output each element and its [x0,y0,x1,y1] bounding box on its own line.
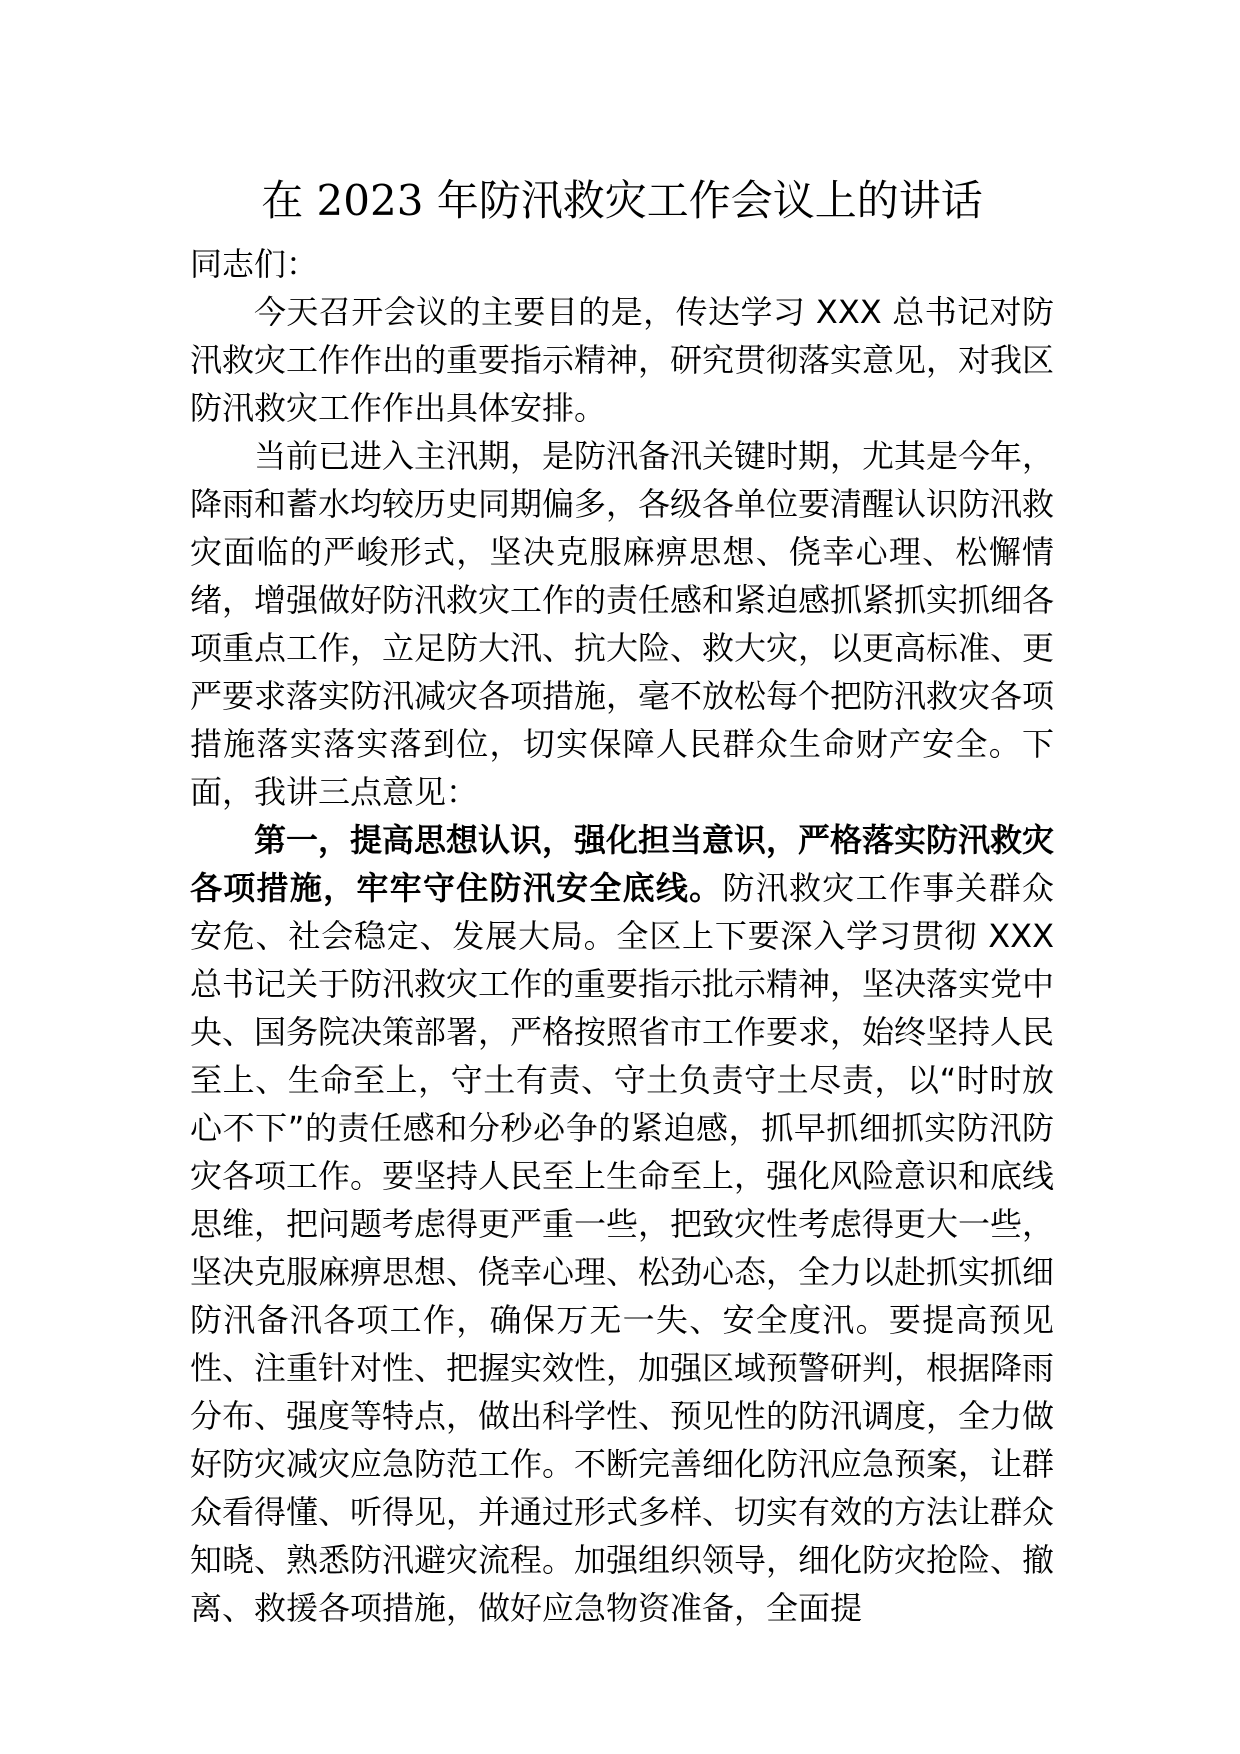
salutation: 同志们： [190,245,319,283]
paragraph-situation [190,432,1054,816]
paragraph-first-point [190,816,1054,1632]
paragraph-purpose [190,288,1054,432]
paragraph-lead-heading: 第一，提高思想认识，强化担当意识，严格落实防汛救灾各项措施，牢牢守住防汛安全底线。 [190,821,1055,907]
paragraph-text: 防汛救灾工作事关群众安危、社会稳定、发展大局。全区上下要深入学习贯彻 XXX 总书记关于防汛救灾工作的重要指示批示精神，坚决落实党中央、国务院决策部署，严格按照省市工作要求，始终坚持人民至上、生命至上，守土有责、守土负责守土尽责，以“时时放心不下”的责任感和分秒必争的紧迫感，抓早抓细抓实防汛防灾各项工作。要坚持人民至上生命至上，强化风险意识和底线思维，把问题考虑得更严重一些，把致灾性考虑得更大一些，坚决克服麻痹思想、侥幸心理、松劲心态，全力以赴抓实抓细防汛备汛各项工作，确保万无一失、安全度汛。要提高预见性、注重针对性、把握实效性，加强区域预警研判，根据降雨分布、强度等特点，做出科学性、预见性的防汛调度，全力做好防灾减灾应急防范工作。不断完善细化防汛应急预案，让群众看得懂、听得见，并通过形式多样、切实有效的方法让群众知晓、熟悉防汛避灾流程。加强组织领导，细化防灾抢险、撤离、救援各项措施，做好应急物资准备，全面提 [190,869,1055,1627]
document-title: 在 2023 年防汛救灾工作会议上的讲话 [261,176,983,225]
paragraph-text: 当前已进入主汛期，是防汛备汛关键时期，尤其是今年，降雨和蓄水均较历史同期偏多，各级各单位要清醒认识防汛救灾面临的严峻形式，坚决克服麻痹思想、侥幸心理、松懈情绪，增强做好防汛救灾工作的责任感和紧迫感抓紧抓实抓细各项重点工作，立足防大汛、抗大险、救大灾，以更高标准、更严要求落实防汛减灾各项措施，毫不放松每个把防汛救灾各项措施落实落实落到位，切实保障人民群众生命财产安全。下面，我讲三点意见： [190,437,1055,811]
paragraph-text: 今天召开会议的主要目的是，传达学习 XXX 总书记对防汛救灾工作作出的重要指示精神，研究贯彻落实意见，对我区防汛救灾工作作出具体安排。 [190,293,1055,427]
document-page [190,170,1054,1632]
